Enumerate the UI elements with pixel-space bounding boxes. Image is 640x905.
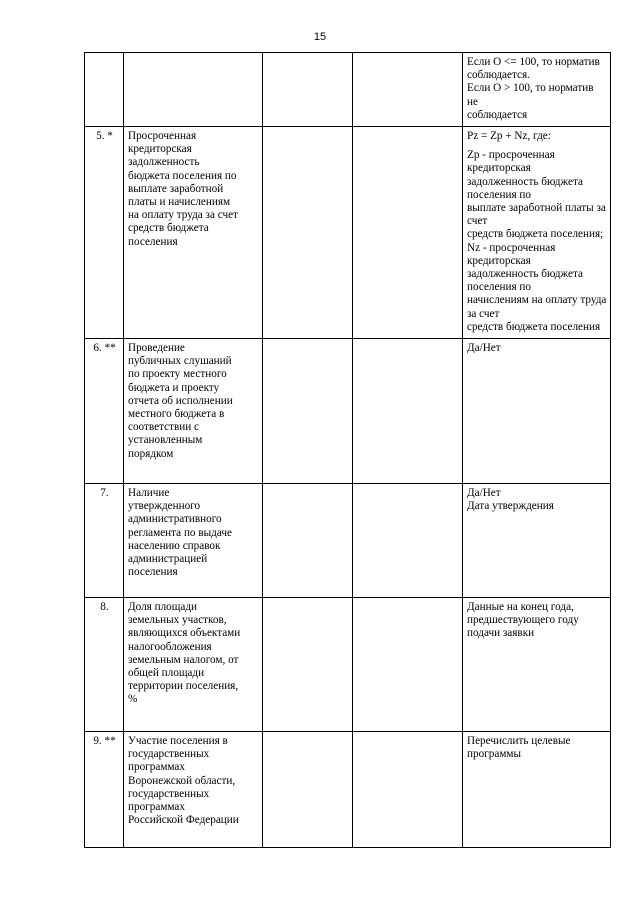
empty-cell: [263, 732, 353, 848]
row-number-cell: [85, 53, 124, 127]
table-row: [85, 127, 611, 339]
indicator-description-cell: Данные на конец года, предшествующего году подачи заявки: [463, 598, 611, 732]
table-row: [85, 732, 611, 848]
table-row: [85, 598, 611, 732]
indicator-name-cell: [124, 53, 263, 127]
indicator-name-cell: Доля площади земельных участков, являющихся объектами налогообложения земельным налогом, от общей площади территории поселения, %: [124, 598, 263, 732]
empty-cell: [353, 127, 463, 339]
row-number-cell: 8.: [85, 598, 124, 732]
empty-cell: [263, 598, 353, 732]
indicator-description-cell: Да/Нет: [463, 339, 611, 484]
indicator-description-cell: Pz = Zp + Nz, где: Zp - просроченная кредиторская задолженность бюджета поселения по выплате заработной платы за счет средств бюджета поселения; Nz - просроченная кредиторская задолженность бюджета поселения по начислениям на оплату труда за счет средств бюджета поселения: [463, 127, 611, 339]
indicator-description-cell: Если O <= 100, то норматив соблюдается. Если O > 100, то норматив не соблюдается: [463, 53, 611, 127]
empty-cell: [263, 127, 353, 339]
empty-cell: [263, 484, 353, 598]
empty-cell: [353, 339, 463, 484]
empty-cell: [353, 732, 463, 848]
empty-cell: [263, 53, 353, 127]
row-number-cell: 6. **: [85, 339, 124, 484]
row-number-cell: 9. **: [85, 732, 124, 848]
criteria-table: [84, 52, 611, 848]
indicator-name-cell: Наличие утвержденного административного регламента по выдаче населению справок администрацией поселения: [124, 484, 263, 598]
empty-cell: [263, 339, 353, 484]
formula-text: Pz = Zp + Nz, где:: [467, 130, 551, 143]
table-row: [85, 484, 611, 598]
empty-cell: [353, 598, 463, 732]
indicator-name-cell: Участие поселения в государственных программах Воронежской области, государственных программах Российской Федерации: [124, 732, 263, 848]
row-number-cell: 7.: [85, 484, 124, 598]
indicator-description-cell: Перечислить целевые программы: [463, 732, 611, 848]
indicator-description-cell: Да/Нет Дата утверждения: [463, 484, 611, 598]
table-row: [85, 53, 611, 127]
table-row: [85, 339, 611, 484]
empty-cell: [353, 484, 463, 598]
indicator-name-cell: Проведение публичных слушаний по проекту местного бюджета и проекту отчета об исполнении местного бюджета в соответствии с установленным порядком: [124, 339, 263, 484]
indicator-name-cell: Просроченная кредиторская задолженность бюджета поселения по выплате заработной платы и начислениям на оплату труда за счет средств бюджета поселения: [124, 127, 263, 339]
row-number-cell: 5. *: [85, 127, 124, 339]
empty-cell: [353, 53, 463, 127]
page-number: 15: [313, 31, 327, 43]
